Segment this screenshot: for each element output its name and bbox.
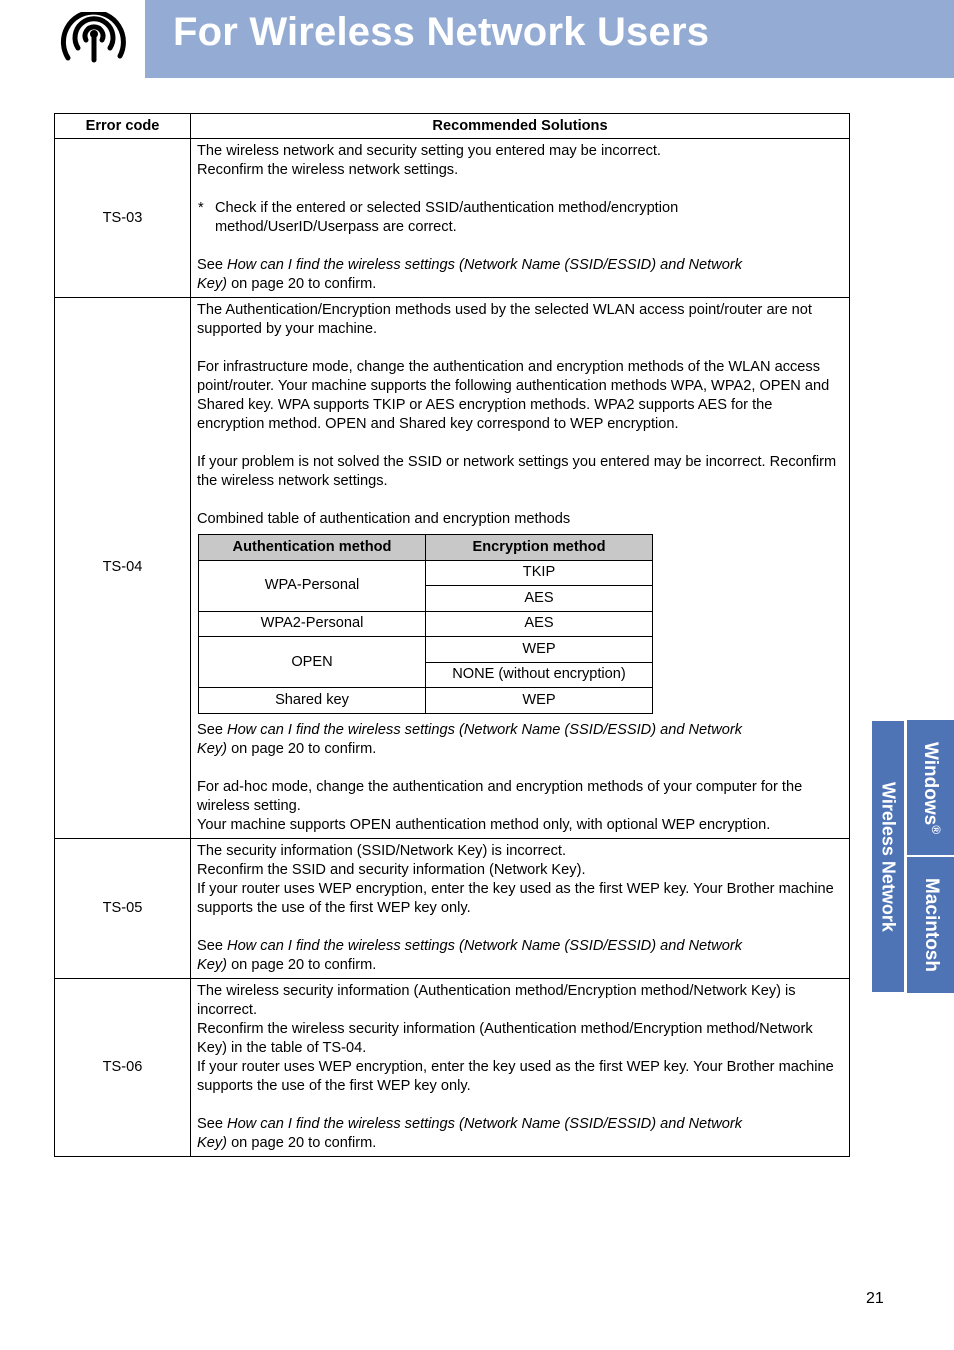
solution-text: The wireless network and security setting you entered may be incorrect. <box>197 143 661 159</box>
asterisk-marker: * <box>198 200 204 216</box>
see-reference: See How can I find the wireless settings (Network Name (SSID/ESSID) and Network Key) on page 20 to confirm. <box>197 721 743 757</box>
error-code: TS-06 <box>55 978 191 1156</box>
solution-cell <box>191 978 850 1156</box>
solution-text: If your router uses WEP encryption, enter the key used as the first WEP key. Your Brother machine supports the use of the first WEP key only. <box>197 1058 834 1094</box>
reference-title: How can I find the wireless settings (Network Name (SSID/ESSID) and Network <box>227 721 743 738</box>
error-code: TS-04 <box>55 298 191 839</box>
header-error-code: Error code <box>55 114 191 139</box>
enc-method: WEP <box>426 688 653 714</box>
bullet-text: Check if the entered or selected SSID/authentication method/encryption <box>215 200 679 216</box>
solution-text: Reconfirm the wireless security information (Authentication method/Encryption method/Network Key) in the table of TS-04. <box>197 1020 813 1056</box>
solution-text: The wireless security information (Authentication method/Encryption method/Network Key) is incorrect. <box>197 982 796 1018</box>
solution-text: Combined table of authentication and encryption methods <box>197 511 571 527</box>
inner-row <box>199 560 653 586</box>
reference-title: Key) <box>197 276 228 292</box>
table-row <box>55 139 850 298</box>
reference-title: How can I find the wireless settings (Network Name (SSID/ESSID) and Network <box>227 257 743 273</box>
error-code-table <box>54 113 850 1157</box>
error-code: TS-05 <box>55 838 191 978</box>
table-row <box>55 298 850 839</box>
page-title: For Wireless Network Users <box>173 10 710 54</box>
solution-text: Reconfirm the SSID and security information (Network Key). <box>197 861 586 878</box>
enc-method: TKIP <box>426 560 653 586</box>
auth-encryption-table <box>198 534 653 714</box>
auth-method: Shared key <box>199 688 426 714</box>
tab-wireless-network[interactable] <box>871 720 905 993</box>
see-reference: See How can I find the wireless settings (Network Name (SSID/ESSID) and Network Key) on page 20 to confirm. <box>197 1115 743 1151</box>
header-authentication-method: Authentication method <box>199 535 426 561</box>
tab-windows[interactable] <box>907 720 954 855</box>
solution-text: The security information (SSID/Network Key) is incorrect. <box>197 842 567 859</box>
inner-header-row <box>199 535 653 561</box>
inner-row <box>199 611 653 637</box>
auth-method: WPA-Personal <box>199 560 426 611</box>
header-recommended-solutions: Recommended Solutions <box>191 114 850 139</box>
auth-method: OPEN <box>199 637 426 688</box>
see-reference: See How can I find the wireless settings (Network Name (SSID/ESSID) and Network Key) on page 20 to confirm. <box>197 257 743 292</box>
solution-text: Reconfirm the wireless network settings. <box>197 162 459 178</box>
bullet-item <box>197 199 843 237</box>
reference-title: Key) <box>197 740 228 757</box>
solution-cell <box>191 139 850 298</box>
tab-label: Macintosh <box>920 878 942 972</box>
page-number: 21 <box>866 1290 884 1307</box>
reference-title: How can I find the wireless settings (Network Name (SSID/ESSID) and Network <box>227 1115 743 1132</box>
tab-label: Windows® <box>919 741 943 834</box>
enc-method: WEP <box>426 637 653 663</box>
inner-row <box>199 637 653 663</box>
table-header-row <box>55 114 850 139</box>
table-row <box>55 978 850 1156</box>
header-band <box>145 0 954 78</box>
solution-text: For ad-hoc mode, change the authentication and encryption methods of your computer for the wireless setting. <box>197 778 803 814</box>
reference-title: Key) <box>197 1134 228 1151</box>
solution-text: If your router uses WEP encryption, enter the key used as the first WEP key. Your Brother machine supports the use of the first WEP key only. <box>197 880 834 916</box>
solution-cell <box>191 298 850 839</box>
inner-row <box>199 688 653 714</box>
enc-method: NONE (without encryption) <box>426 662 653 688</box>
solution-text: The Authentication/Encryption methods used by the selected WLAN access point/router are not supported by your machine. <box>197 302 812 337</box>
enc-method: AES <box>426 586 653 612</box>
side-tabs <box>871 720 954 993</box>
enc-method: AES <box>426 611 653 637</box>
solution-cell <box>191 838 850 978</box>
bullet-text: method/UserID/Userpass are correct. <box>215 219 457 235</box>
header-encryption-method: Encryption method <box>426 535 653 561</box>
reference-title: Key) <box>197 956 228 973</box>
see-reference: See How can I find the wireless settings (Network Name (SSID/ESSID) and Network Key) on page 20 to confirm. <box>197 937 743 973</box>
auth-method: WPA2-Personal <box>199 611 426 637</box>
reference-title: How can I find the wireless settings (Network Name (SSID/ESSID) and Network <box>227 937 743 954</box>
wireless-icon <box>52 12 138 68</box>
solution-text: If your problem is not solved the SSID or network settings you entered may be incorrect. Reconfirm the wireless network settings. <box>197 454 837 489</box>
tab-label: Wireless Network <box>878 781 899 932</box>
solution-text: For infrastructure mode, change the authentication and encryption methods of the WLAN access point/router. Your machine supports the following authentication methods WPA, WPA2, OPEN and Shared key. WPA supports TKIP or AES encryption methods. WPA2 supports AES for the encryption method. OPEN and Shared key correspond to WEP encryption. <box>197 359 830 432</box>
solution-text: Your machine supports OPEN authentication method only, with optional WEP encryption. <box>197 816 771 833</box>
tab-macintosh[interactable] <box>907 857 954 993</box>
error-code: TS-03 <box>55 139 191 298</box>
table-row <box>55 838 850 978</box>
